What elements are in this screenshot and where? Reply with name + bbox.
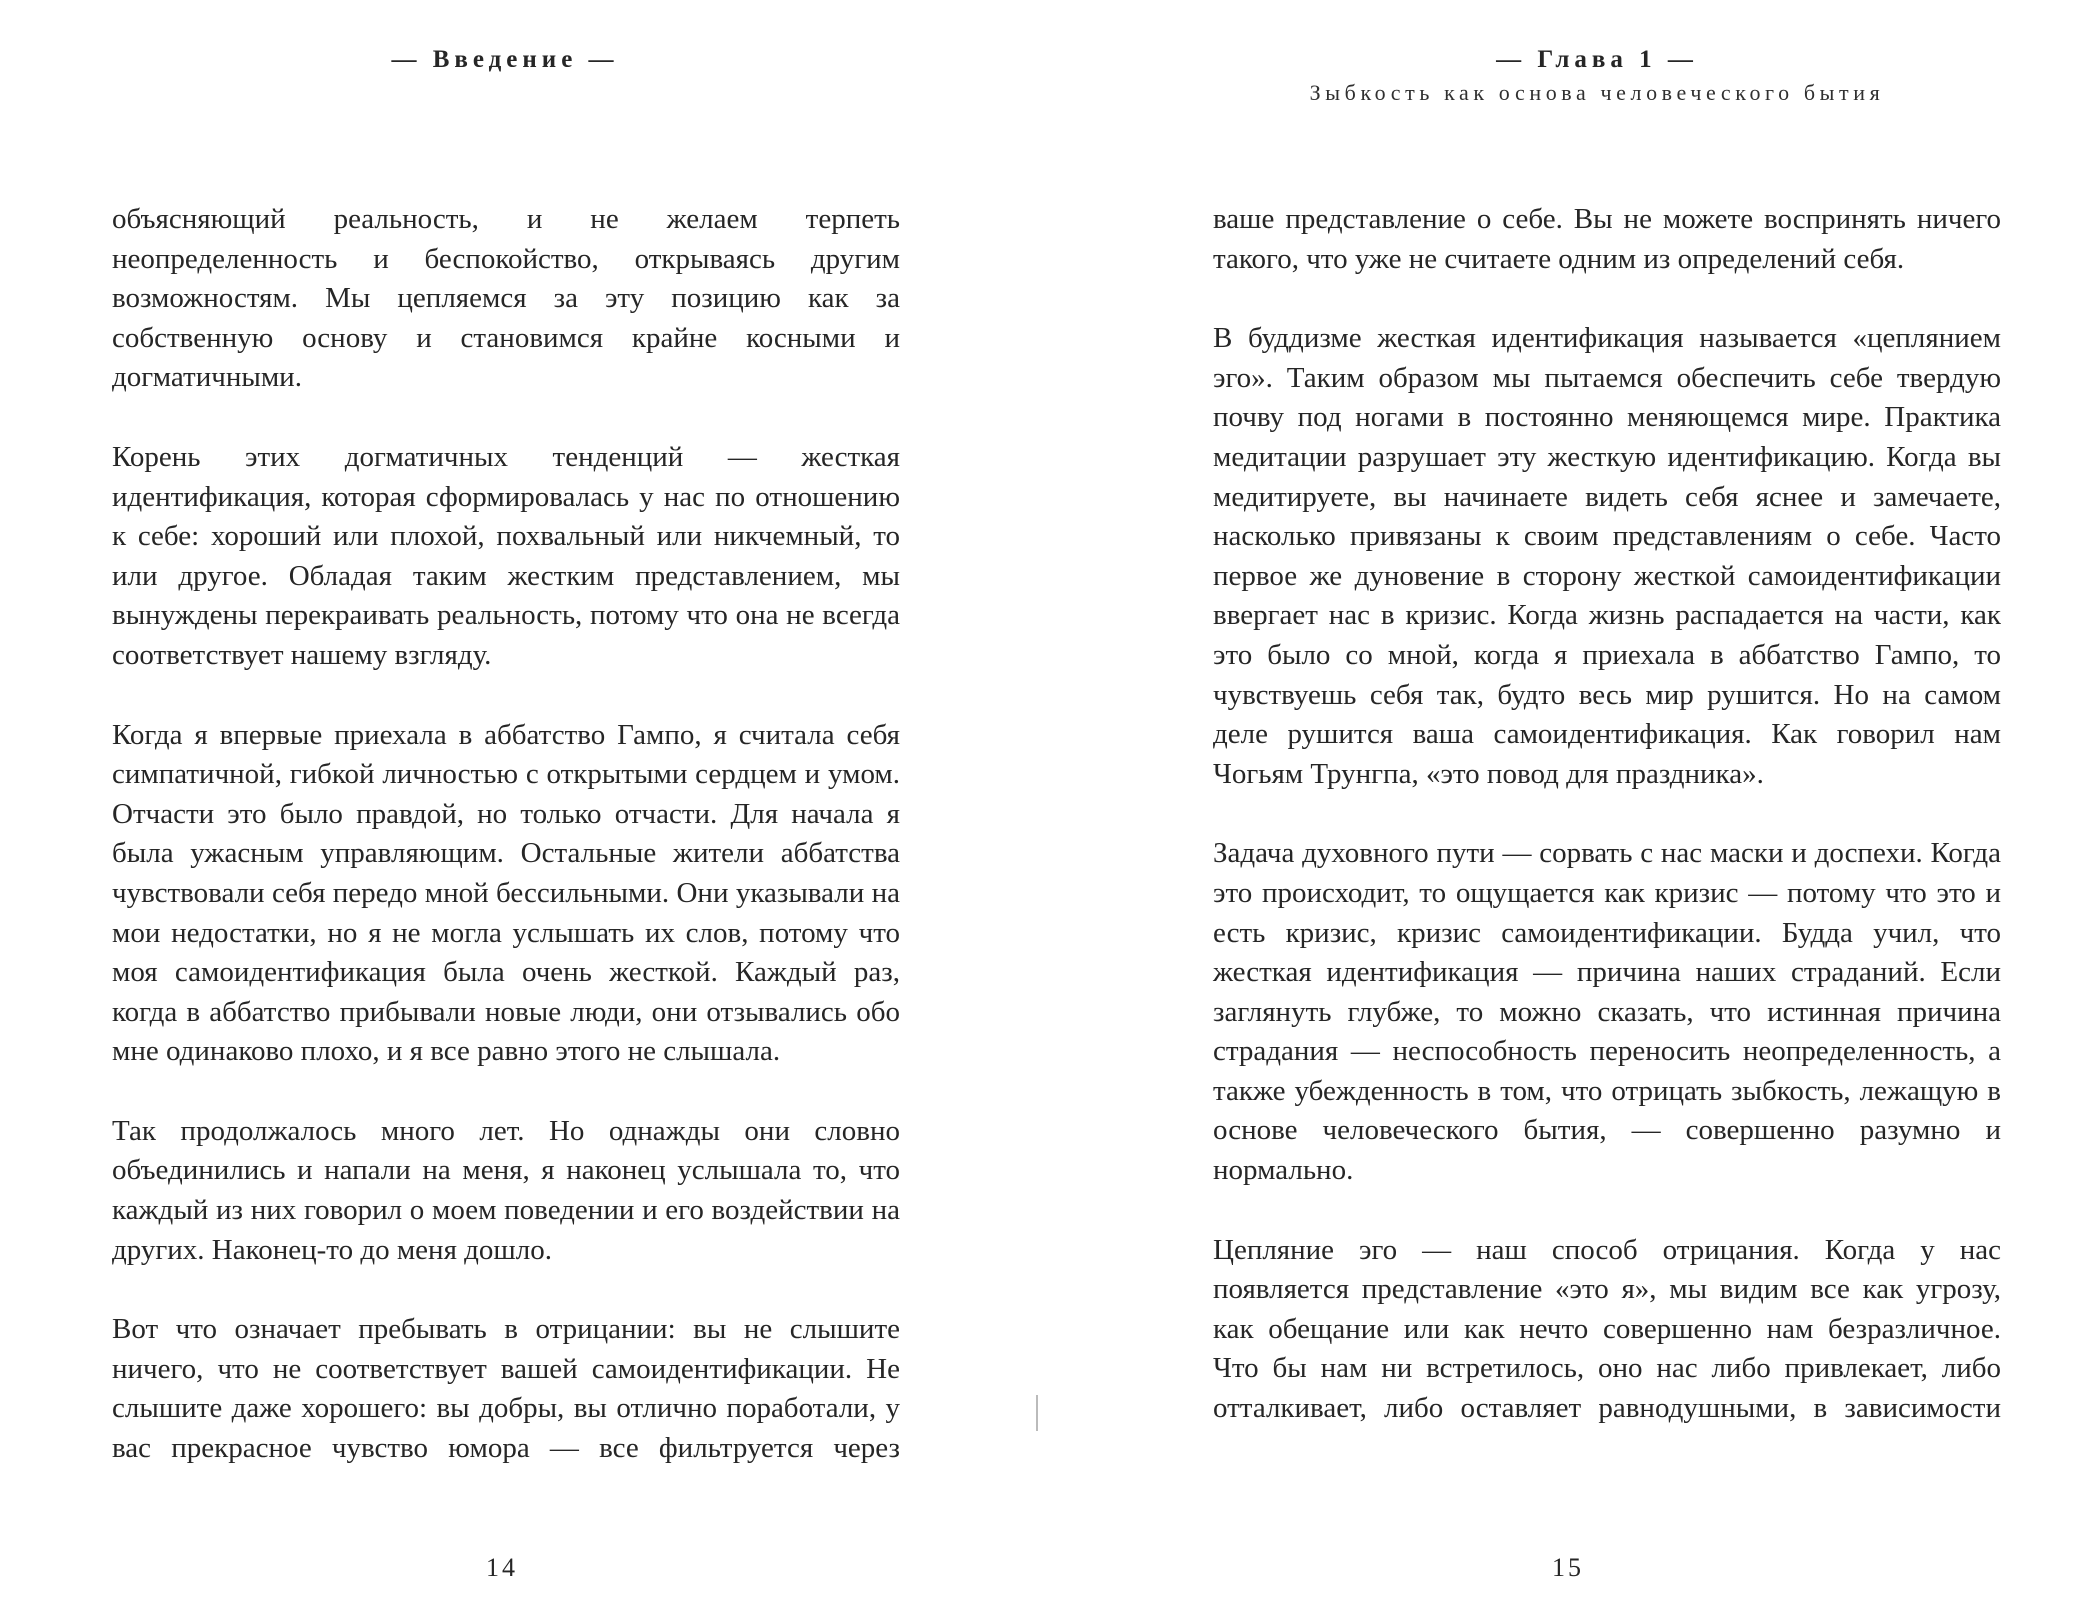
paragraph: Задача духовного пути — сорвать с нас маски и доспехи. Когда это происходит, то ощущается как кризис — потому что это и есть кризис, кризис самоидентификации. Будда учил, что жесткая идентификация — причина наших страданий. Если заглянуть глубже, то можно сказать, что истинная причина страдания — неспособность переносить неопределенность, а также убежденность в том, что отрицать зыбкость, лежащую в основе человеческого бытия, — совершенно разумно и нормально. [1213,837,2001,1187]
paragraph: Так продолжалось много лет. Но однажды они словно объединились и напали на меня, я наконец услышала то, что каждый из них говорил о моем поведении и его воздействии на других. Наконец-то до меня дошло. [112,1114,900,1266]
paragraph: Вот что означает пребывать в отрицании: вы не слышите ничего, что не соответствует вашей самоидентификации. Не слышите даже хорошего: вы добры, вы отлично поработали, у вас прекрасное чувство юмора — все фильтруется через [112,1313,900,1465]
paragraph: Когда я впервые приехала в аббатство Гампо, я считала себя симпатичной, гибкой личностью с открытыми сердцем и умом. Отчасти это было правдой, но только отчасти. Для начала я была ужасным управляющим. Остальные жители аббатства чувствовали себя передо мной бессильными. Они указывали на мои недостатки, но я не могла услышать их слов, потому что моя самоидентификация была очень жесткой. Каждый раз, когда в аббатство прибывали новые люди, они отзывались обо мне одинаково плохо, и я все равно этого не слышала. [112,718,900,1068]
running-head-right: — Глава 1 — [1496,46,1698,73]
paragraph: В буддизме жесткая идентификация называется «цеплянием эго». Таким образом мы пытаемся обеспечить себе твердую почву под ногами в постоянно меняющемся мире. Практика медитации разрушает эту жесткую идентификацию. Когда вы медитируете, вы начинаете видеть себя яснее и замечаете, насколько привязаны к своим представлениям о себе. Часто первое же дуновение в сторону жесткой самоидентификации ввергает нас в кризис. Когда жизнь распадается на части, как это было со мной, когда я приехала в аббатство Гампо, то чувствуешь себя так, будто весь мир рушится. Но на самом деле рушится ваша самоидентификация. Как говорил нам Чогьям Трунгпа, «это повод для праздника». [1213,322,2001,790]
page-number-right: 15 [1552,1553,1584,1582]
running-subtitle: Зыбкость как основа человеческого бытия [1309,80,1885,105]
paragraph: объясняющий реальность, и не желаем терпеть неопределенность и беспокойство, открываясь другим возможностям. Мы цепляемся за эту позицию как за собственную основу и становимся крайне косными и догматичными. [112,203,900,394]
page-number-left: 14 [486,1553,518,1582]
paragraph: Цепляние эго — наш способ отрицания. Когда у нас появляется представление «это я», мы видим все как угрозу, как обещание или как нечто совершенно нам безразличное. Что бы нам ни встретилось, оно нас либо привлекает, либо отталкивает, либо оставляет равнодушными, в зависимости [1213,1233,2001,1425]
left-page-text [112,200,900,1509]
paragraph: Корень этих догматичных тенденций — жесткая идентификация, которая сформировалась у нас по отношению к себе: хороший или плохой, похвальный или никчемный, то или другое. Обладая таким жестким представлением, мы вынуждены перекраивать реальность, потому что она не всегда соответствует нашему взгляду. [112,440,900,671]
paragraph: ваше представление о себе. Вы не можете воспринять ничего такого, что уже не считаете одним из определений себя. [1213,203,2001,275]
right-page-text [1213,200,2001,1469]
running-head-left: — Введение — [391,46,619,73]
right-page [1037,0,2074,1600]
